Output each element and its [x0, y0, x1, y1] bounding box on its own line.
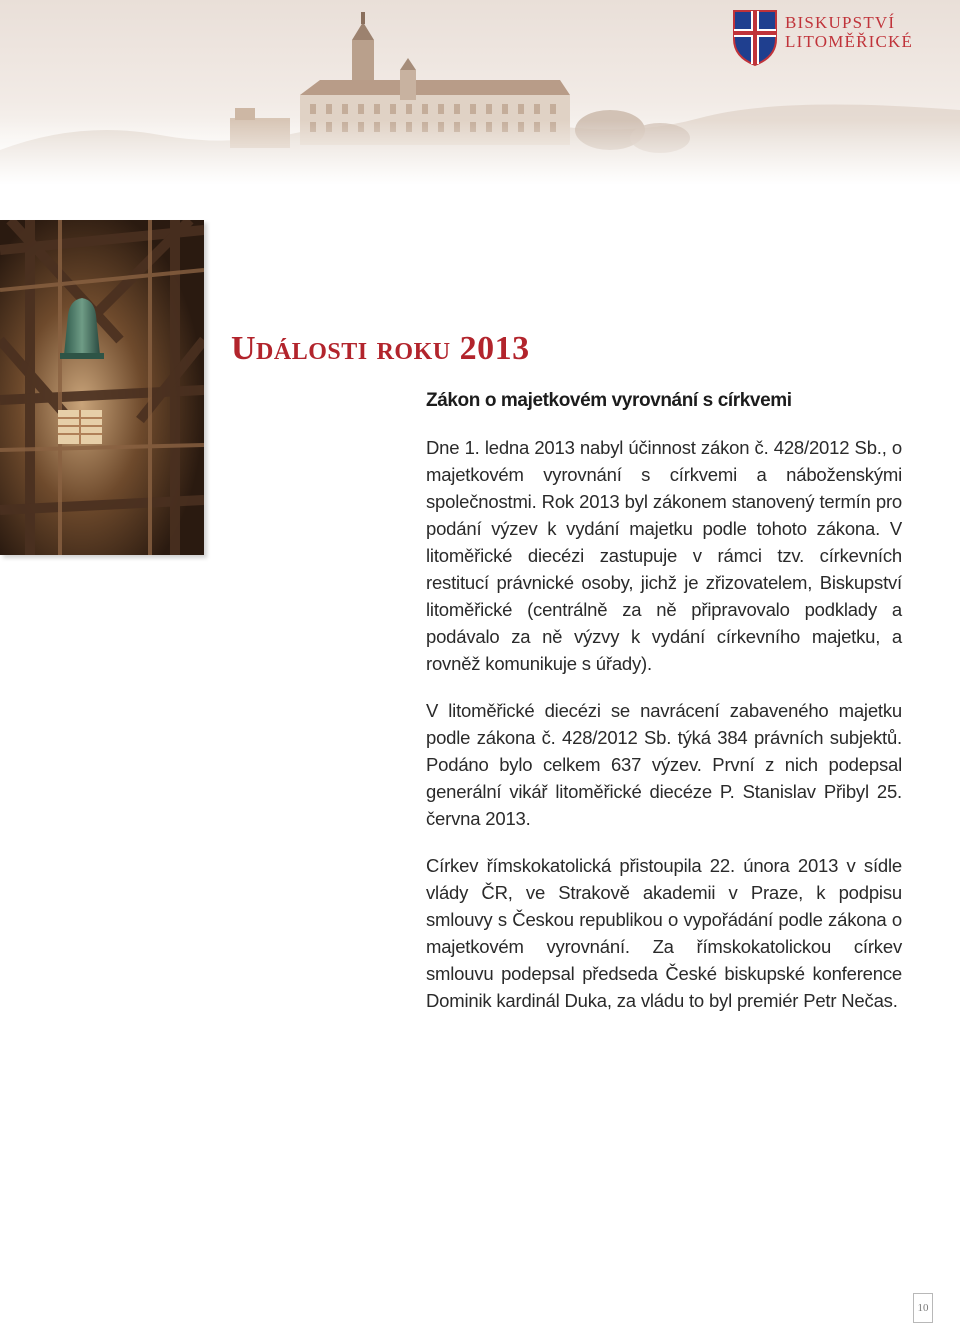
- page-number: 10: [917, 1302, 929, 1314]
- paragraph: Církev římskokatolická přistoupila 22. února 2013 v sídle vlády ČR, ve Strakově akademii v Praze, k podpisu smlouvy s Českou republikou o vypořádání podle zákona o majetkovém vyrovnání. Za římskokatolickou církev smlouvu podepsal předseda České biskupské konference Dominik kardinál Duka, za vládu to byl premiér Petr Nečas.: [426, 855, 902, 1011]
- paragraph: V litoměřické diecézi se navrácení zabaveného majetku podle zákona č. 428/2012 Sb. týká 384 právních subjektů. Podáno bylo celkem 637 výzev. První z nich podepsal generální vikář litoměřické diecéze P. Stanislav Přibyl 25. června 2013.: [426, 700, 902, 829]
- article-section: [426, 390, 902, 1014]
- logo-wordmark: [785, 13, 913, 51]
- section-subtitle: Zákon o majetkovém vyrovnání s církvemi: [426, 390, 792, 411]
- diocese-logo[interactable]: [732, 9, 932, 69]
- diocese-shield-icon: [732, 9, 778, 67]
- logo-line-1: BISKUPSTVÍ: [785, 13, 896, 32]
- paragraph: Dne 1. ledna 2013 nabyl účinnost zákon č. 428/2012 Sb., o majetkovém vyrovnání s církvemi a náboženskými společnostmi. Rok 2013 byl zákonem stanovený termín pro podání výzev k vydání majetku podle tohoto zákona. V litoměřické diecézi zastupuje v rámci tzv. církevních restitucí právnické osoby, jichž je zřizovatelem, Biskupství litoměřické (centrálně za ně připravovalo podklady a podávalo za ně výzvy k vydání církevního majetku, a rovněž komunikuje s úřady).: [426, 437, 902, 674]
- page-title: Události roku 2013: [231, 330, 530, 367]
- belfry-bell-photo: [0, 220, 204, 555]
- page-number-box: [913, 1293, 933, 1323]
- logo-line-2: LITOMĚŘICKÉ: [785, 32, 914, 51]
